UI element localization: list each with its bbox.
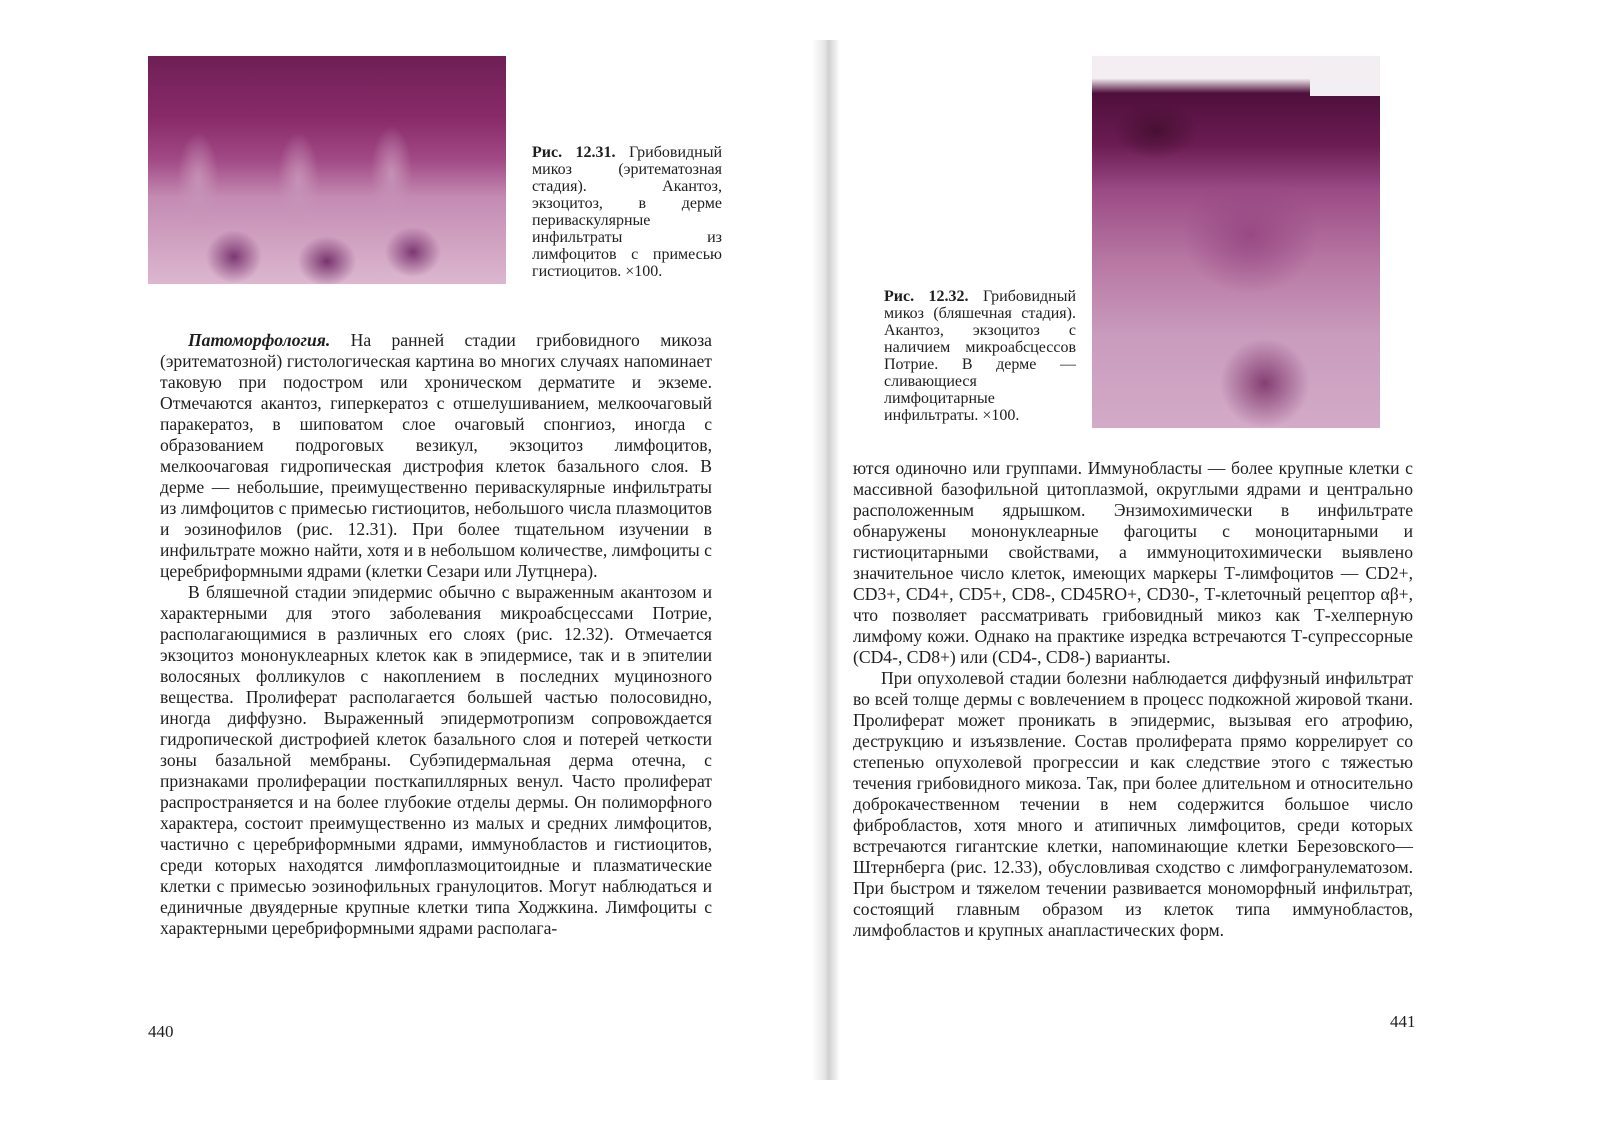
body-text-right [853, 458, 1413, 941]
paragraph: При опухолевой стадии болезни наблюдается диффузный инфильтрат во всей толще дермы с вовлечением в процесс подкожной жировой ткани. Пролиферат может проникать в эпидермис, вызывая его атрофию, деструкцию и изъязвление. Состав пролиферата прямо коррелирует со степенью опухолевой прогрессии и как следствие этого с тяжестью течения грибовидного микоза. Так, при более длительном и относительно доброкачественном течении в нем содержится большое число фибробластов, хотя много и атипичных лимфоцитов, среди которых встречаются гигантские клетки, напоминающие клетки Березовского—Штернберга (рис. 12.33), обусловливая сходство с лимфогранулематозом. При быстром и тяжелом течении развивается мономорфный инфильтрат, состоящий главным образом из клеток типа иммунобластов, лимфобластов и крупных анапластических форм. [853, 668, 1413, 940]
figure-caption-12-31 [532, 144, 722, 280]
body-text-left [160, 330, 712, 939]
paragraph: В бляшечной стадии эпидермис обычно с выраженным акантозом и характерными для этого заболевания микроабсцессами Потрие, располагающимися в различных его слоях (рис. 12.32). Отмечается экзоцитоз мононуклеарных клеток как в эпидермисе, так и в эпителии волосяных фолликулов с накоплением в последних муцинозного вещества. Пролиферат располагается большей частью полосовидно, иногда диффузно. Выраженный эпидермотропизм сопровождается гидропической дистрофией клеток базального слоя и потерей четкости зоны базальной мембраны. Субэпидермальная дерма отечна, с признаками пролиферации посткапиллярных венул. Часто пролиферат распространяется и на более глубокие отделы дермы. Он полиморфного характера, состоит преимущественно из малых и средних лимфоцитов, частично с церебриформными ядрами, иммунобластов и гистиоцитов, среди которых находятся лимфоплазмоцитоидные и плазматические клетки с примесью эозинофильных гранулоцитов. Могут наблюдаться и единичные двуядерные крупные клетки типа Ходжкина. Лимфоциты с характерными церебриформными ядрами располага- [160, 582, 712, 938]
micrograph-figure-12-32 [1092, 56, 1380, 428]
paragraph [160, 330, 712, 582]
figure-caption-text: Грибовидный микоз (эритематозная стадия). Акантоз, экзоцитоз, в дерме периваскулярные инфильтраты из лимфоцитов с примесью гистиоцитов. ×100. [532, 144, 723, 280]
micrograph-figure-12-31 [148, 56, 506, 284]
paragraph: ются одиночно или группами. Иммунобласты — более крупные клетки с массивной базофильной цитоплазмой, округлыми ядрами и центрально расположенным ядрышком. Энзимохимически в инфильтрате обнаружены мононуклеарные фагоциты с моноцитарными и гистиоцитарными свойствами, а иммуноцитохимически выявлено значительное число клеток, имеющих маркеры Т-лимфоцитов — CD2+, CD3+, CD4+, CD5+, CD8-, CD45RO+, CD30-, Т-клеточный рецептор αβ+, что позволяет рассматривать грибовидный микоз как Т-хелперную лимфому кожи. Однако на практике изредка встречаются Т-супрессорные (CD4-, CD8+) или (CD4-, CD8-) варианты. [853, 458, 1413, 667]
figure-caption-text: Грибовидный микоз (бляшечная стадия). Акантоз, экзоцитоз с наличием микроабсцессов Потрие. В дерме — сливающиеся лимфоцитарные инфильтраты. ×100. [884, 288, 1077, 424]
figure-label: Рис. 12.32. [884, 288, 969, 305]
figure-label: Рис. 12.31. [532, 144, 616, 161]
page-number: 441 [1390, 1012, 1416, 1031]
paragraph-text: На ранней стадии грибовидного микоза (эритематозной) гистологическая картина во многих случаях напоминает таковую при подостром или хроническом дерматите и экземе. Отмечаются акантоз, гиперкератоз с отшелушиванием, мелкоочаговый паракератоз, в шиповатом слое очаговый спонгиоз, иногда с образованием подроговых везикул, экзоцитоз лимфоцитов, мелкоочаговая гидропическая дистрофия клеток базального слоя. В дерме — небольшие, преимущественно периваскулярные инфильтраты из лимфоцитов с примесью гистиоцитов, небольшого числа плазмоцитов и эозинофилов (рис. 12.31). При более тщательном изучении в инфильтрате можно найти, хотя и в небольшом количестве, лимфоциты с церебриформными ядрами (клетки Сезари или Лутцнера). [160, 330, 712, 581]
figure-caption-12-32 [884, 288, 1076, 424]
page-number: 440 [148, 1022, 174, 1041]
section-title: Патоморфология. [188, 330, 331, 350]
